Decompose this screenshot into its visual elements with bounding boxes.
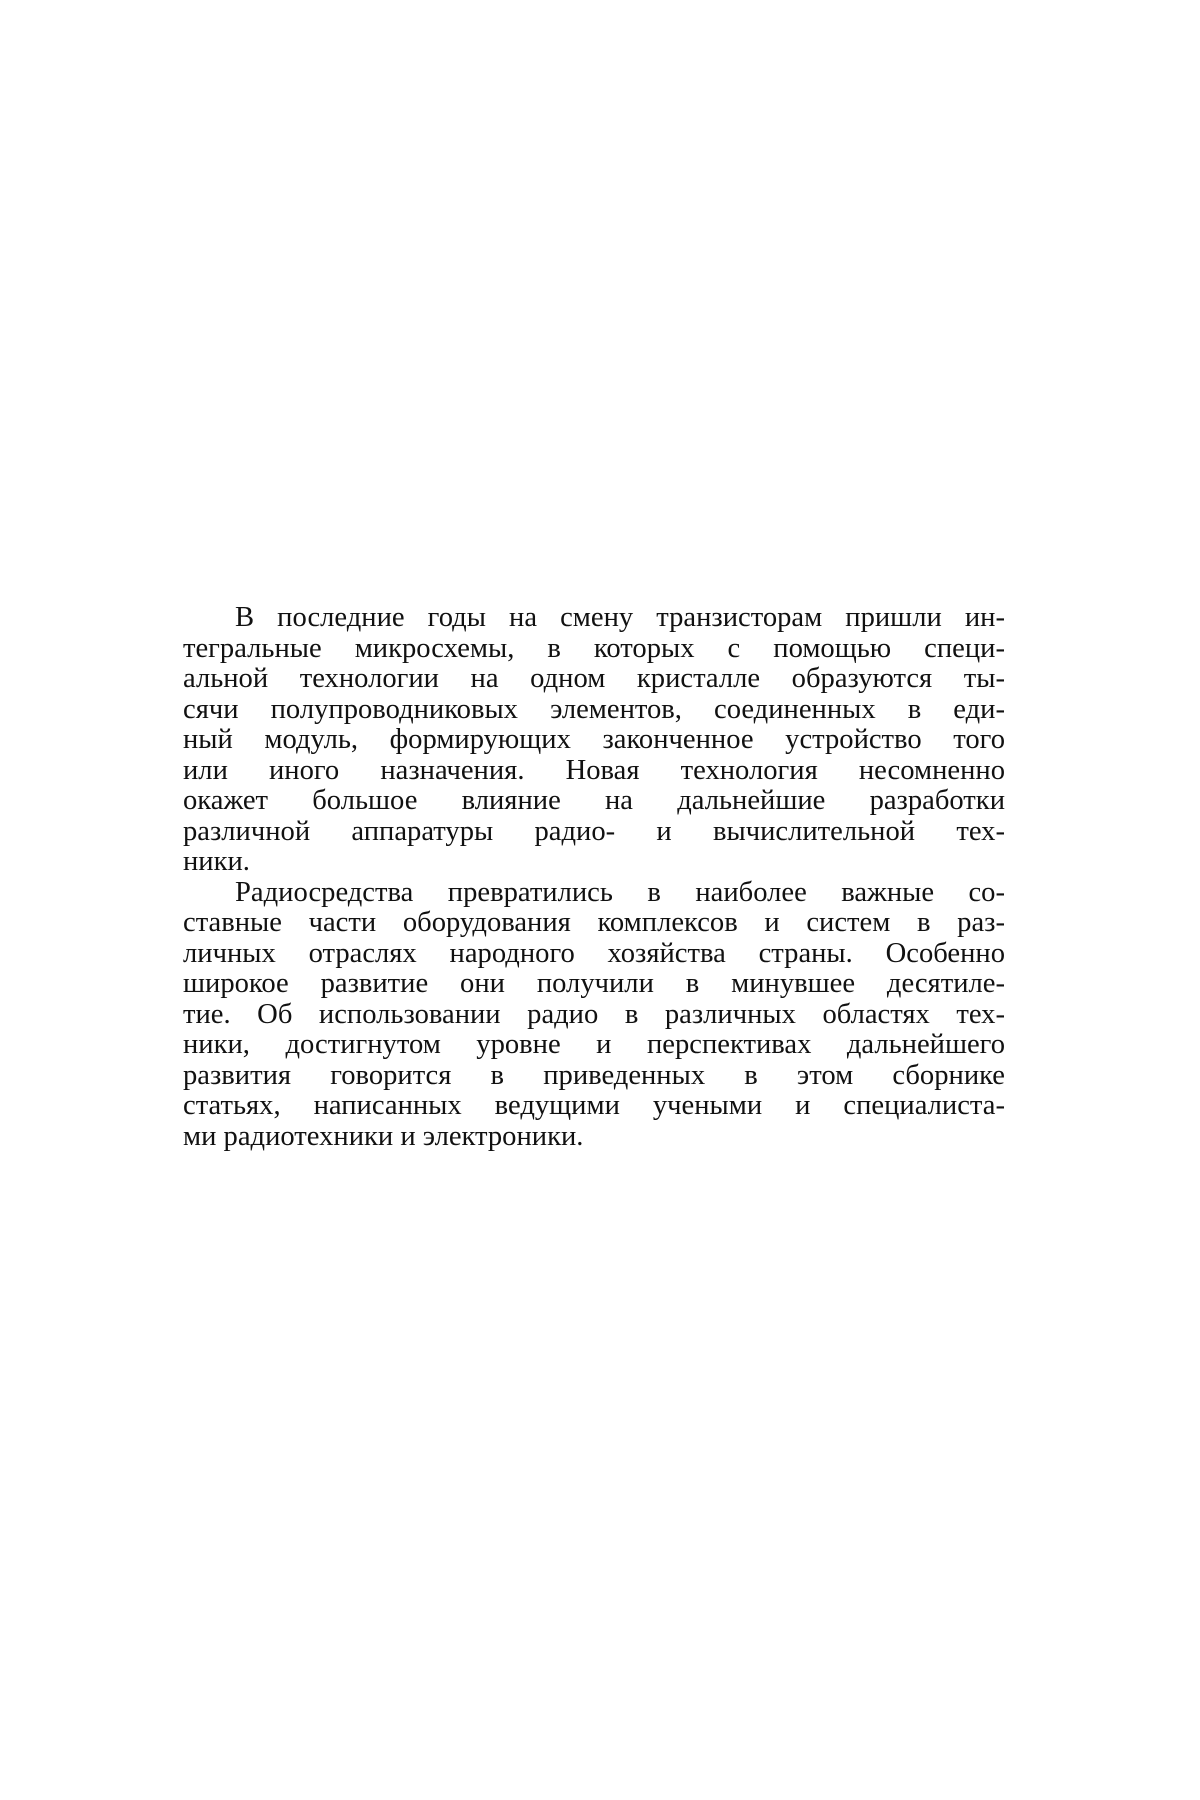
text-line: личных отраслях народного хозяйства страны. Особенно: [183, 937, 1005, 969]
text-line: широкое развитие они получили в минувшее десятиле-: [183, 968, 1005, 999]
text-line: развития говорится в приведенных в этом сборнике: [183, 1059, 1005, 1091]
text-line: сячи полупроводниковых элементов, соединенных в еди-: [183, 693, 1005, 725]
text-line: тегральные микросхемы, в которых с помощью специ-: [183, 632, 1005, 664]
text-line: ми радиотехники и электроники.: [183, 1120, 584, 1152]
paragraph-2: [183, 878, 1005, 1153]
text-line: ники.: [183, 846, 250, 877]
body-text: [183, 603, 1005, 1152]
text-line: окажет большое влияние на дальнейшие разработки: [183, 785, 1005, 816]
text-line: тие. Об использовании радио в различных областях тех-: [183, 998, 1005, 1030]
text-line: альной технологии на одном кристалле образуются ты-: [183, 663, 1005, 694]
text-line: ный модуль, формирующих законченное устройство того: [183, 724, 1005, 755]
text-line: Радиосредства превратились в наиболее важные со-: [235, 876, 1005, 908]
text-line: статьях, написанных ведущими учеными и специалиста-: [183, 1090, 1005, 1121]
paragraph-1: [183, 603, 1005, 878]
text-line: различной аппаратуры радио- и вычислительной тех-: [183, 815, 1005, 847]
text-line: или иного назначения. Новая технология несомненно: [183, 754, 1005, 786]
text-line: В последние годы на смену транзисторам пришли ин-: [235, 602, 1005, 633]
text-line: ники, достигнутом уровне и перспективах дальнейшего: [183, 1029, 1005, 1060]
text-line: ставные части оборудования комплексов и систем в раз-: [183, 907, 1005, 938]
